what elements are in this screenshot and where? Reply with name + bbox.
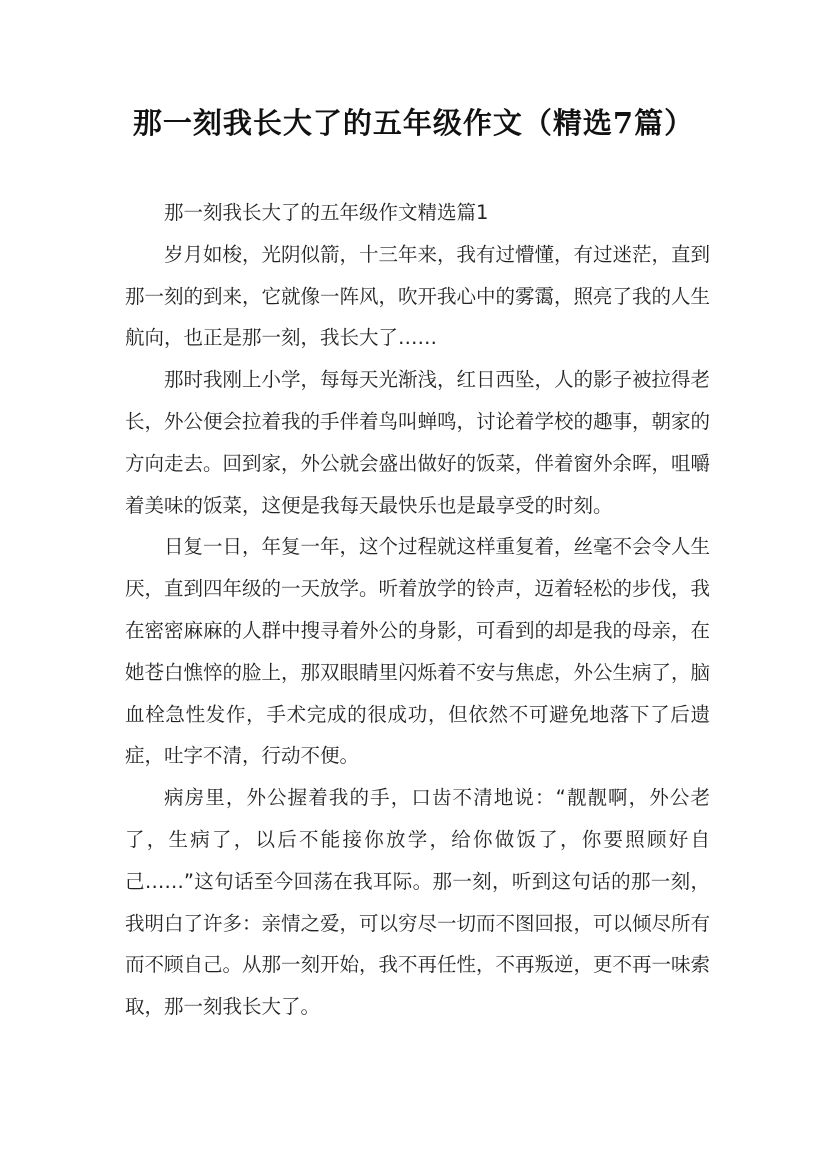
paragraph: 岁月如梭，光阴似箭，十三年来，我有过懵懂，有过迷茫，直到那一刻的到来，它就像一阵风，吹开我心中的雾霭，照亮了我的人生航向，也正是那一刻，我长大了…… bbox=[125, 242, 711, 350]
paragraph: 病房里，外公握着我的手，口齿不清地说：“靓靓啊，外公老了，生病了，以后不能接你放学，给你做饭了，你要照顾好自己……”这句话至今回荡在我耳际。那一刻，听到这句话的那一刻，我明白了许多：亲情之爱，可以穷尽一切而不图回报，可以倾尽所有而不顾自己。从那一刻开始，我不再任性，不再叛逆，更不再一味索取，那一刻我长大了。 bbox=[125, 786, 711, 1019]
document-title: 那一刻我长大了的五年级作文（精选7篇） bbox=[132, 106, 695, 140]
paragraph: 那时我刚上小学，每每天光渐浅，红日西坠，人的影子被拉得老长，外公便会拉着我的手伴着鸟叫蝉鸣，讨论着学校的趣事，朝家的方向走去。回到家，外公就会盛出做好的饭菜，伴着窗外余晖，咀嚼着美味的饭菜，这便是我每天最快乐也是最享受的时刻。 bbox=[125, 368, 711, 517]
section-heading: 那一刻我长大了的五年级作文精选篇1 bbox=[164, 201, 489, 224]
document-body bbox=[125, 192, 710, 1028]
paragraph: 日复一日，年复一年，这个过程就这样重复着，丝毫不会令人生厌，直到四年级的一天放学。听着放学的铃声，迈着轻松的步伐，我在密密麻麻的人群中搜寻着外公的身影，可看到的却是我的母亲，在她苍白憔悴的脸上，那双眼睛里闪烁着不安与焦虑，外公生病了，脑血栓急性发作，手术完成的很成功，但依然不可避免地落下了后遗症，吐字不清，行动不便。 bbox=[125, 535, 711, 768]
